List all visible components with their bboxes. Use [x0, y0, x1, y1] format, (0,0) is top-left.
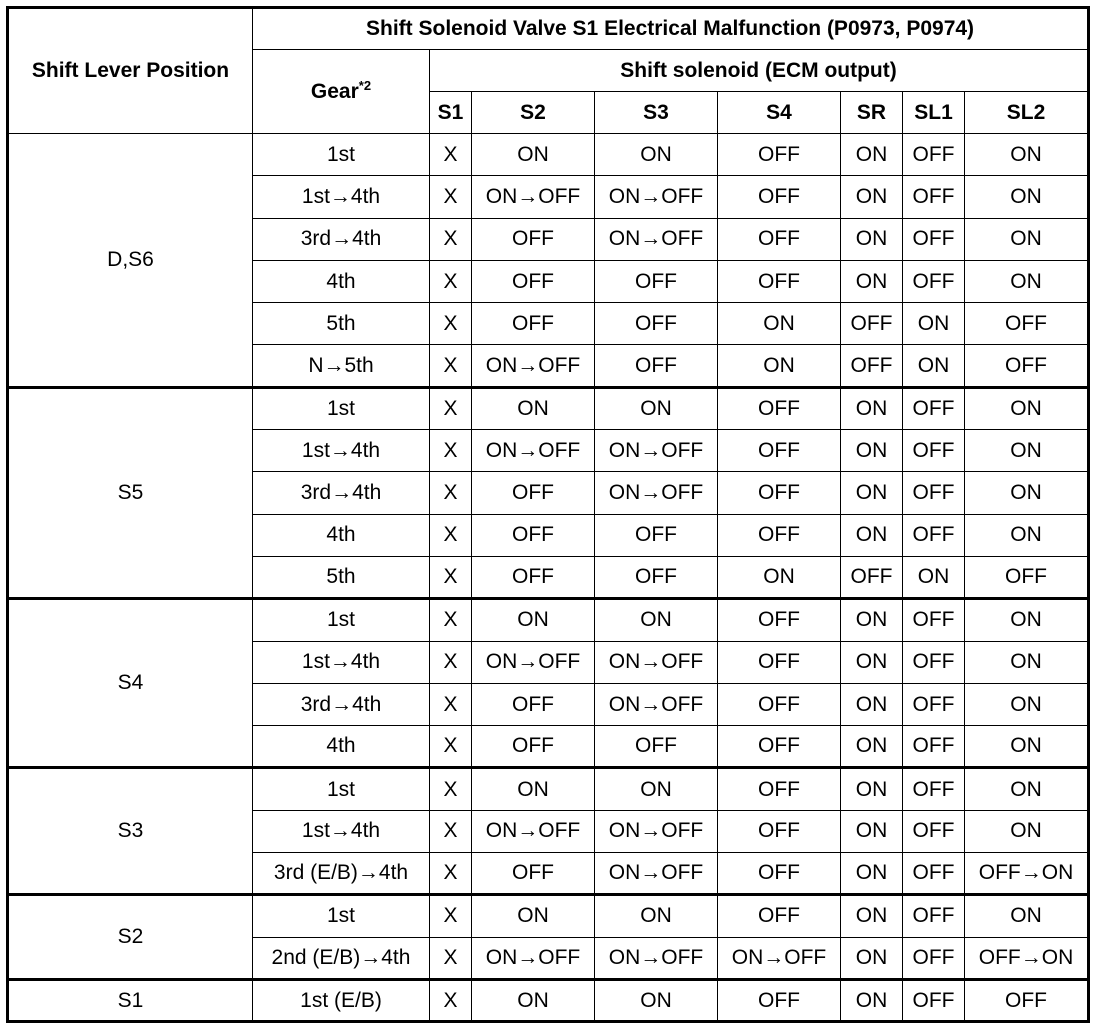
solenoid-state-cell: ON: [841, 430, 903, 472]
solenoid-state-cell: OFF: [718, 514, 841, 556]
solenoid-state-cell: ON→OFF: [595, 472, 718, 514]
solenoid-state-cell: OFF: [718, 810, 841, 852]
solenoid-state-cell: OFF: [903, 937, 965, 979]
solenoid-state-cell: OFF: [718, 472, 841, 514]
solenoid-state-cell: OFF: [718, 134, 841, 176]
solenoid-state-cell: OFF: [718, 599, 841, 641]
solenoid-state-cell: OFF: [903, 514, 965, 556]
solenoid-state-cell: ON→OFF: [595, 641, 718, 683]
solenoid-state-cell: ON: [472, 895, 595, 937]
solenoid-state-cell: ON→OFF: [595, 176, 718, 218]
solenoid-state-cell: ON: [472, 134, 595, 176]
solenoid-state-cell: X: [430, 853, 472, 895]
table-row: [8, 134, 1089, 176]
col-s3: S3: [595, 92, 718, 134]
gear-footnote: *2: [358, 77, 372, 93]
solenoid-state-cell: ON: [965, 514, 1089, 556]
solenoid-state-cell: X: [430, 260, 472, 302]
solenoid-state-cell: ON: [903, 556, 965, 598]
gear-cell: 3rd→4th: [253, 218, 430, 260]
solenoid-state-cell: X: [430, 556, 472, 598]
solenoid-state-cell: X: [430, 472, 472, 514]
solenoid-state-cell: ON: [841, 641, 903, 683]
gear-label: Gear: [310, 79, 359, 103]
solenoid-state-cell: OFF: [965, 556, 1089, 598]
solenoid-state-cell: ON→OFF: [472, 937, 595, 979]
table-row: [8, 979, 1089, 1021]
solenoid-state-cell: OFF: [903, 895, 965, 937]
solenoid-state-cell: ON: [472, 979, 595, 1021]
solenoid-state-cell: OFF: [472, 260, 595, 302]
solenoid-state-cell: ON→OFF: [472, 810, 595, 852]
col-s1: S1: [430, 92, 472, 134]
solenoid-state-cell: ON: [595, 979, 718, 1021]
gear-cell: 3rd (E/B)→4th: [253, 853, 430, 895]
solenoid-state-cell: OFF: [718, 260, 841, 302]
solenoid-state-cell: OFF: [595, 514, 718, 556]
solenoid-state-cell: OFF: [718, 430, 841, 472]
solenoid-state-cell: ON→OFF: [472, 430, 595, 472]
solenoid-state-cell: OFF: [472, 218, 595, 260]
gear-cell: 5th: [253, 556, 430, 598]
gear-cell: 1st→4th: [253, 176, 430, 218]
solenoid-state-cell: OFF: [903, 979, 965, 1021]
solenoid-state-cell: OFF: [718, 979, 841, 1021]
solenoid-state-cell: ON: [595, 387, 718, 429]
solenoid-state-cell: OFF: [472, 726, 595, 768]
solenoid-state-cell: OFF: [903, 134, 965, 176]
solenoid-state-cell: OFF: [718, 176, 841, 218]
gear-cell: 4th: [253, 726, 430, 768]
lever-position-cell: S5: [8, 387, 253, 598]
solenoid-state-cell: OFF: [903, 430, 965, 472]
solenoid-state-cell: ON: [965, 895, 1089, 937]
lever-position-cell: S1: [8, 979, 253, 1021]
gear-cell: 4th: [253, 260, 430, 302]
solenoid-state-cell: X: [430, 810, 472, 852]
solenoid-state-cell: OFF: [965, 303, 1089, 345]
solenoid-state-cell: X: [430, 303, 472, 345]
solenoid-state-cell: ON→OFF: [595, 683, 718, 725]
solenoid-state-cell: ON: [841, 218, 903, 260]
solenoid-state-cell: ON: [965, 683, 1089, 725]
solenoid-state-cell: OFF: [718, 683, 841, 725]
solenoid-state-cell: X: [430, 937, 472, 979]
solenoid-state-cell: ON→OFF: [595, 937, 718, 979]
solenoid-state-cell: X: [430, 599, 472, 641]
solenoid-state-cell: ON: [965, 641, 1089, 683]
gear-cell: 1st→4th: [253, 641, 430, 683]
solenoid-state-cell: ON: [472, 599, 595, 641]
solenoid-state-cell: ON→OFF: [595, 853, 718, 895]
solenoid-state-cell: ON: [841, 853, 903, 895]
gear-cell: 5th: [253, 303, 430, 345]
gear-cell: 1st: [253, 134, 430, 176]
solenoid-state-cell: OFF: [595, 345, 718, 387]
solenoid-state-cell: X: [430, 430, 472, 472]
solenoid-state-cell: ON: [965, 430, 1089, 472]
gear-cell: N→5th: [253, 345, 430, 387]
solenoid-state-cell: ON: [965, 810, 1089, 852]
solenoid-state-cell: ON: [718, 345, 841, 387]
col-s2: S2: [472, 92, 595, 134]
col-sl1: SL1: [903, 92, 965, 134]
solenoid-state-cell: OFF: [841, 345, 903, 387]
col-sr: SR: [841, 92, 903, 134]
gear-cell: 2nd (E/B)→4th: [253, 937, 430, 979]
solenoid-state-cell: OFF: [595, 303, 718, 345]
solenoid-state-cell: ON: [965, 218, 1089, 260]
solenoid-state-cell: OFF→ON: [965, 853, 1089, 895]
solenoid-state-cell: ON: [841, 260, 903, 302]
solenoid-state-cell: ON: [903, 345, 965, 387]
solenoid-state-cell: X: [430, 683, 472, 725]
solenoid-state-cell: ON→OFF: [472, 641, 595, 683]
solenoid-state-cell: X: [430, 641, 472, 683]
gear-cell: 3rd→4th: [253, 683, 430, 725]
solenoid-state-cell: ON→OFF: [718, 937, 841, 979]
solenoid-state-cell: ON: [841, 768, 903, 810]
solenoid-state-cell: X: [430, 768, 472, 810]
solenoid-state-cell: OFF: [595, 260, 718, 302]
solenoid-state-cell: ON→OFF: [595, 430, 718, 472]
solenoid-state-cell: ON: [841, 726, 903, 768]
solenoid-state-cell: OFF: [718, 726, 841, 768]
solenoid-state-cell: X: [430, 387, 472, 429]
solenoid-state-cell: ON: [841, 683, 903, 725]
solenoid-state-cell: ON: [965, 134, 1089, 176]
table-row: [8, 599, 1089, 641]
solenoid-state-cell: OFF: [718, 218, 841, 260]
solenoid-state-cell: ON: [472, 768, 595, 810]
solenoid-state-cell: X: [430, 176, 472, 218]
solenoid-state-cell: OFF: [903, 176, 965, 218]
solenoid-state-cell: OFF: [903, 387, 965, 429]
gear-cell: 1st→4th: [253, 810, 430, 852]
col-s4: S4: [718, 92, 841, 134]
solenoid-state-cell: ON: [841, 810, 903, 852]
solenoid-state-cell: ON: [841, 387, 903, 429]
solenoid-state-cell: OFF: [472, 556, 595, 598]
solenoid-state-cell: ON: [841, 176, 903, 218]
solenoid-state-cell: ON: [965, 176, 1089, 218]
solenoid-state-cell: ON: [903, 303, 965, 345]
solenoid-state-cell: OFF: [903, 472, 965, 514]
solenoid-state-cell: ON: [965, 472, 1089, 514]
solenoid-state-cell: OFF: [472, 514, 595, 556]
solenoid-state-cell: OFF: [903, 641, 965, 683]
solenoid-state-cell: OFF: [903, 768, 965, 810]
gear-cell: 1st→4th: [253, 430, 430, 472]
table-row: [8, 768, 1089, 810]
solenoid-state-cell: OFF: [903, 853, 965, 895]
solenoid-state-cell: ON: [595, 768, 718, 810]
solenoid-state-cell: ON: [841, 937, 903, 979]
malfunction-title: Shift Solenoid Valve S1 Electrical Malfunction (P0973, P0974): [253, 8, 1089, 50]
table-body: [8, 134, 1089, 1022]
solenoid-state-cell: ON: [718, 556, 841, 598]
gear-cell: 1st: [253, 599, 430, 641]
table-row: [8, 387, 1089, 429]
solenoid-state-cell: ON: [472, 387, 595, 429]
lever-position-cell: S4: [8, 599, 253, 768]
lever-position-cell: S3: [8, 768, 253, 895]
gear-cell: 1st: [253, 768, 430, 810]
solenoid-state-cell: X: [430, 979, 472, 1021]
solenoid-state-cell: ON: [595, 134, 718, 176]
lever-position-cell: D,S6: [8, 134, 253, 388]
gear-cell: 3rd→4th: [253, 472, 430, 514]
solenoid-state-cell: OFF: [472, 303, 595, 345]
solenoid-state-cell: ON: [965, 387, 1089, 429]
solenoid-state-cell: OFF: [841, 303, 903, 345]
col-sl2: SL2: [965, 92, 1089, 134]
solenoid-state-cell: OFF: [718, 895, 841, 937]
solenoid-state-cell: OFF: [965, 345, 1089, 387]
solenoid-state-cell: OFF: [472, 472, 595, 514]
solenoid-state-cell: OFF: [472, 683, 595, 725]
solenoid-state-cell: ON: [841, 514, 903, 556]
solenoid-state-cell: ON: [718, 303, 841, 345]
gear-cell: 1st: [253, 387, 430, 429]
solenoid-state-cell: OFF: [718, 387, 841, 429]
solenoid-state-cell: OFF: [718, 853, 841, 895]
solenoid-header: Shift solenoid (ECM output): [430, 50, 1089, 92]
solenoid-state-cell: ON: [965, 260, 1089, 302]
solenoid-state-cell: ON→OFF: [472, 345, 595, 387]
solenoid-state-cell: X: [430, 345, 472, 387]
solenoid-state-cell: ON: [841, 895, 903, 937]
table-row: [8, 895, 1089, 937]
solenoid-state-cell: OFF: [903, 810, 965, 852]
solenoid-state-cell: OFF→ON: [965, 937, 1089, 979]
solenoid-state-cell: OFF: [965, 979, 1089, 1021]
solenoid-state-cell: ON: [841, 134, 903, 176]
solenoid-state-cell: ON→OFF: [595, 810, 718, 852]
solenoid-state-cell: X: [430, 514, 472, 556]
solenoid-state-cell: X: [430, 218, 472, 260]
solenoid-table: [6, 6, 1090, 1023]
solenoid-state-cell: OFF: [903, 218, 965, 260]
solenoid-state-cell: X: [430, 134, 472, 176]
solenoid-state-cell: ON: [965, 768, 1089, 810]
solenoid-state-cell: OFF: [595, 556, 718, 598]
solenoid-state-cell: ON→OFF: [595, 218, 718, 260]
solenoid-state-cell: OFF: [903, 726, 965, 768]
solenoid-state-cell: ON: [595, 599, 718, 641]
gear-cell: 1st: [253, 895, 430, 937]
solenoid-state-cell: X: [430, 726, 472, 768]
solenoid-state-cell: ON: [841, 599, 903, 641]
gear-cell: 1st (E/B): [253, 979, 430, 1021]
solenoid-state-cell: OFF: [841, 556, 903, 598]
solenoid-state-cell: ON: [841, 472, 903, 514]
gear-cell: 4th: [253, 514, 430, 556]
lever-position-cell: S2: [8, 895, 253, 980]
solenoid-state-cell: ON: [595, 895, 718, 937]
solenoid-state-cell: OFF: [903, 260, 965, 302]
gear-header: [253, 50, 430, 134]
solenoid-state-cell: OFF: [903, 599, 965, 641]
solenoid-state-cell: OFF: [718, 768, 841, 810]
position-header: Shift Lever Position: [8, 8, 253, 134]
solenoid-state-cell: ON: [965, 599, 1089, 641]
solenoid-state-cell: OFF: [718, 641, 841, 683]
solenoid-state-cell: ON: [841, 979, 903, 1021]
solenoid-state-cell: X: [430, 895, 472, 937]
solenoid-state-cell: ON: [965, 726, 1089, 768]
solenoid-state-cell: ON→OFF: [472, 176, 595, 218]
solenoid-state-cell: OFF: [903, 683, 965, 725]
solenoid-state-cell: OFF: [595, 726, 718, 768]
solenoid-state-cell: OFF: [472, 853, 595, 895]
